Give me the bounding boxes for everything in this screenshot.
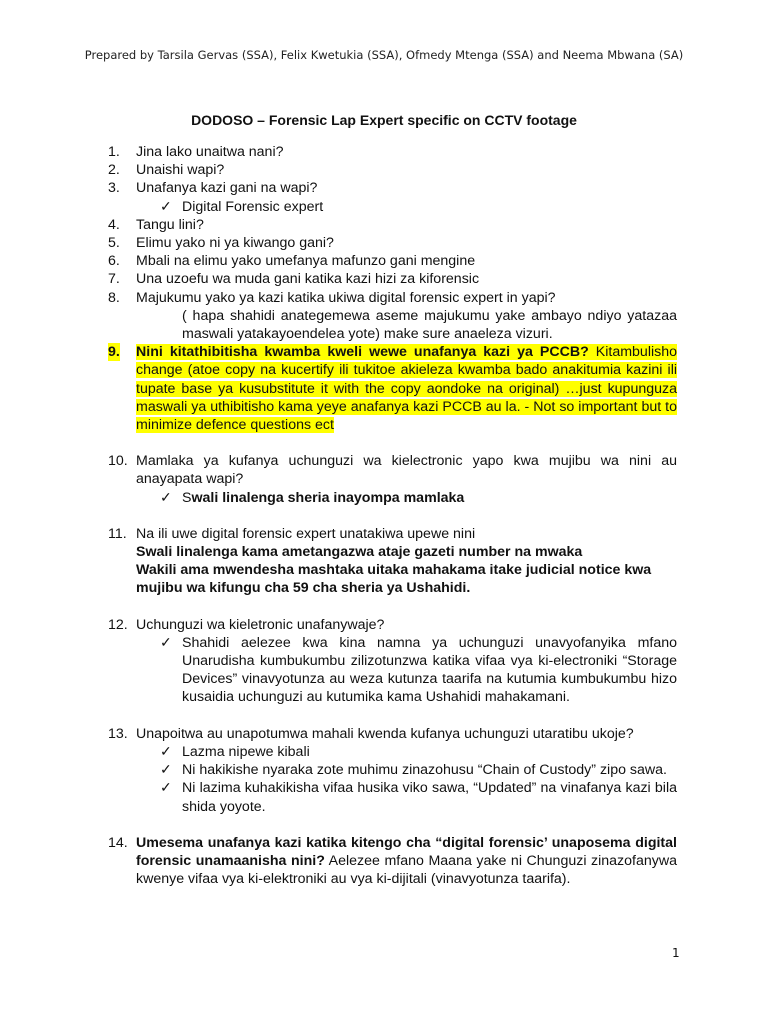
question-number: 2. [108,162,120,179]
question-number: 9. [108,344,120,361]
answer-checkmark-item [136,634,677,707]
checkmark-icon: ✓ [160,780,172,797]
question-number: 1. [108,144,120,160]
answer-text: Ni lazima kuhakikisha vifaa husika viko sawa, “Updated” na vinafanya kazi bila shida yoyote. [182,780,677,815]
question-number: 8. [108,289,120,306]
question-text: Unapoitwa au unapotumwa mahali kwenda kufanya uchunguzi utaratibu ukoje? [136,725,634,742]
question-number: 14. [108,834,128,851]
question-8 [108,289,677,344]
question-number: 10. [108,453,128,470]
question-text-bold: Umesema unafanya kazi katika kitengo cha “digital forensic’ unaposema digital forensic unamaanisha nini? [136,834,677,869]
answer-text: Digital Forensic expert [182,198,324,215]
question-text: Mamlaka ya kufanya uchunguzi wa kielectronic yapo kwa mujibu wa nini au anayapata wapi? [136,453,677,488]
question-number: 7. [108,271,120,288]
answer-checkmark-item [136,489,677,507]
question-text: Unaishi wapi? [136,162,225,179]
answer-checkmark-item [136,198,677,216]
question-13 [108,725,677,816]
question-9 [108,343,677,434]
question-text: Uchunguzi wa kieletronic unafanywaje? [136,616,385,633]
question-number: 3. [108,180,120,197]
answer-text: Ni hakikishe nyaraka zote muhimu zinazohusu “Chain of Custody” zipo sawa. [182,762,667,779]
page-header: Prepared by Tarsila Gervas (SSA), Felix Kwetukia (SSA), Ofmedy Mtenga (SSA) and Neema Mbwana (SA) [84,48,684,62]
question-note: ( hapa shahidi anategemewa aseme majukumu yake ambayo ndiyo yatazaa maswali yatakayoendelea yote) make sure anaeleza vizuri. [182,307,677,343]
document-title: DODOSO – Forensic Lap Expert specific on CCTV footage [191,112,577,128]
question-5 [108,234,677,252]
question-1 [108,143,677,161]
question-number: 11. [108,525,127,542]
checkmark-icon: ✓ [160,198,172,215]
question-10 [108,452,677,507]
question-2 [108,161,677,179]
checkmark-icon: ✓ [160,489,172,506]
question-text: Mbali na elimu yako umefanya mafunzo gani mengine [136,253,476,270]
answer-bold-paragraph: Wakili ama mwendesha mashtaka uitaka mahakama itake judicial notice kwa mujibu wa kifungu cha 59 cha sheria ya Ushahidi. [136,562,652,597]
answer-bold-line: Swali linalenga kama ametangazwa ataje gazeti number na mwaka [136,544,583,561]
page-number: 1 [672,946,680,960]
question-number: 4. [108,216,120,233]
question-14 [108,834,677,889]
question-3 [108,179,677,215]
question-number: 12. [108,616,128,633]
answer-checkmark-item [136,743,677,761]
question-12 [108,616,677,707]
checkmark-icon: ✓ [160,743,172,760]
question-text: Jina lako unaitwa nani? [136,144,284,160]
answer-checkmark-item [136,761,677,779]
question-text: Na ili uwe digital forensic expert unatakiwa upewe nini [136,525,476,542]
question-number: 13. [108,725,128,742]
question-4 [108,216,677,234]
question-7 [108,270,677,288]
answer-text-first-letter: S [182,489,192,506]
question-text: Unafanya kazi gani na wapi? [136,180,318,197]
answer-text: Aelezee mfano Maana yake ni Chunguzi zinazofanywa kwenye vifaa vya ki-elektroniki au vya ki-dijitali (vinavyotunza taarifa). [136,852,677,888]
answer-text-bold: wali linalenga sheria inayompa mamlaka [191,489,465,506]
question-6 [108,252,677,270]
answer-text: Lazma nipewe kibali [182,743,310,760]
question-text: Una uzoefu wa muda gani katika kazi hizi za kiforensic [136,271,480,288]
answer-text: Shahidi aelezee kwa kina namna ya uchunguzi unavyofanyika mfano Unarudisha kumbukumbu zilizotunzwa katika vifaa vya ki-electroniki “Storage Devices” vinavyotunza au weza kutunza taarifa na kutumia kumbukumbu hizo kusaidia uchunguzi au kutumika kama Ushahidi mahakamani. [182,634,677,706]
question-highlighted-note: Kitambulisho change (atoe copy na kucertify ili tukitoe akieleza kwamba bado anakitumia kazini ili tupate base ya kusubstitute it with the copy aondoke na original) …just kupunguza maswali ya uthibitisho kama yeye anafanya kazi PCCB au la. - Not so important but to minimize defence questions ect [136,344,677,434]
question-text: Elimu yako ni ya kiwango gani? [136,235,334,252]
checkmark-icon: ✓ [160,634,172,651]
question-text: Majukumu yako ya kazi katika ukiwa digital forensic expert in yapi? [136,289,556,306]
question-number: 5. [108,235,120,252]
questionnaire [108,143,677,888]
checkmark-icon: ✓ [160,762,172,779]
question-11 [108,525,677,598]
question-number: 6. [108,253,120,270]
question-text: Tangu lini? [136,216,204,233]
answer-checkmark-item [136,779,677,815]
question-text-bold: Nini kitathibitisha kwamba kweli wewe unafanya kazi ya PCCB? [136,344,589,361]
